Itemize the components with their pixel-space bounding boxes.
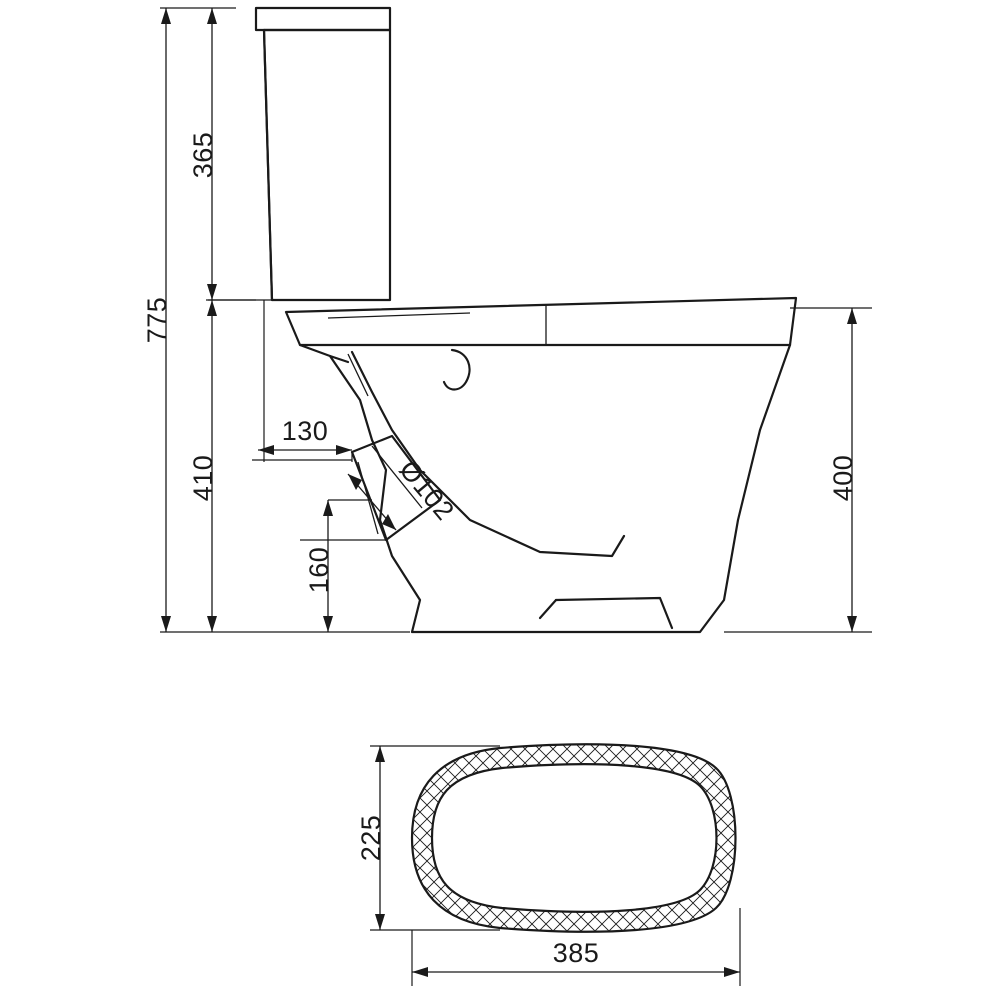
dim-102-label: Ø102 <box>393 454 461 526</box>
dim-385-label: 385 <box>552 938 600 968</box>
plan-view-dimensions <box>356 746 740 986</box>
side-elevation-geometry <box>256 8 796 632</box>
dim-400-label: 400 <box>828 454 858 502</box>
side-elevation-dimensions <box>142 8 872 632</box>
dim-160-label: 160 <box>304 546 334 594</box>
plan-view-geometry <box>412 744 736 931</box>
dim-410-label: 410 <box>188 454 218 502</box>
dim-225-label: 225 <box>356 814 386 862</box>
dim-130-label: 130 <box>281 416 329 446</box>
dim-365-label: 365 <box>188 131 218 179</box>
dim-775-label: 775 <box>142 296 172 344</box>
